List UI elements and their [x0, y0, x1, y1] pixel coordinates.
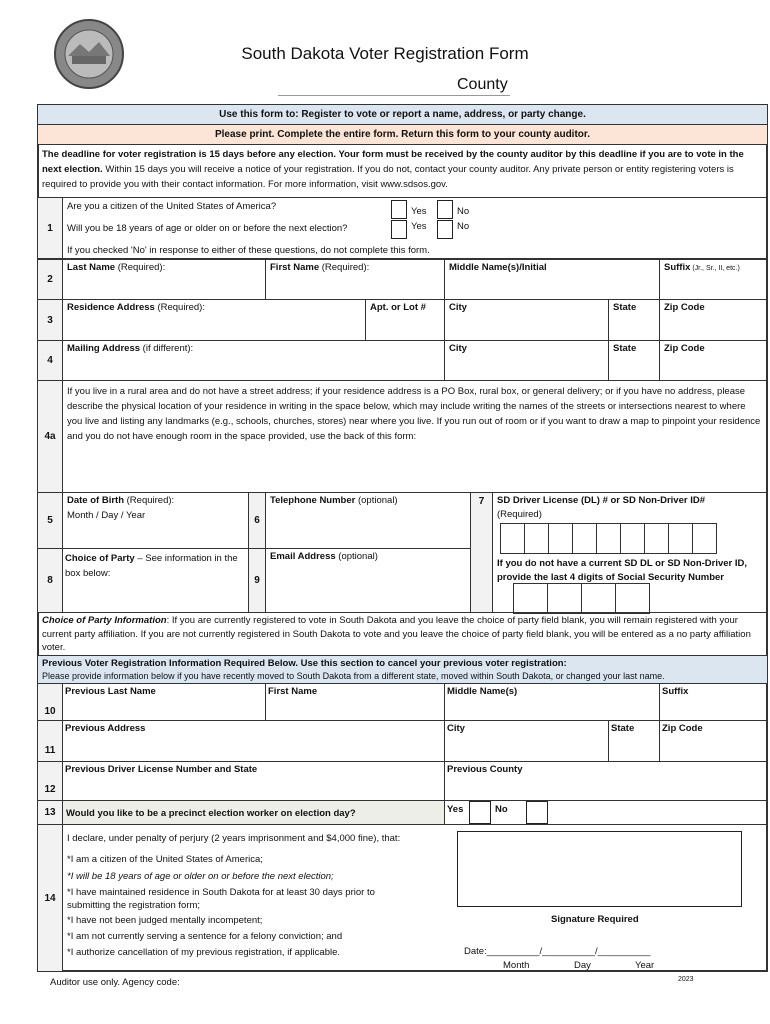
- zip-label: Zip Code: [662, 723, 703, 734]
- section-number: 8: [37, 548, 63, 613]
- declaration-intro: I declare, under penalty of perjury (2 years imprisonment and $4,000 fine), that:: [67, 833, 401, 844]
- first-name-field[interactable]: [265, 259, 445, 300]
- day-label: Day: [574, 960, 591, 971]
- rural-location-field[interactable]: [62, 380, 768, 493]
- yes-label: Yes: [411, 221, 427, 232]
- previous-title: Previous Voter Registration Information Required Below. Use this section to cancel your previous voter registration:: [42, 658, 567, 669]
- county-label: County: [457, 76, 508, 93]
- mailing-label: Mailing Address: [67, 343, 141, 354]
- section-number: 12: [37, 761, 63, 801]
- suffix-hint: (Jr., Sr., II, etc.): [690, 265, 740, 272]
- section-number: 5: [37, 492, 63, 549]
- previous-last-name-label: Previous Last Name: [65, 686, 156, 697]
- no-label: No: [457, 206, 470, 217]
- party-info-box: [37, 612, 768, 656]
- ssn-boxes[interactable]: [513, 583, 649, 614]
- section-number: 10: [37, 683, 63, 721]
- mailing-address-field[interactable]: [62, 340, 445, 381]
- digit-box[interactable]: [524, 523, 549, 554]
- previous-county-label: Previous County: [447, 764, 523, 775]
- mailing-zip-field[interactable]: [659, 340, 768, 381]
- middle-name-label: Middle Name(s)/Initial: [449, 262, 547, 273]
- party-info-text: : If you are currently registered to vote in South Dakota and you leave the choice of party field blank, you will remain registered with your current party affiliation. If you are not currently registered in South Dakota to vote and you leave the choice of party field blank, you will be entered as a no party affiliation voter.: [42, 615, 751, 653]
- citizen-no-checkbox[interactable]: [437, 200, 453, 219]
- previous-county-field[interactable]: [444, 761, 768, 801]
- declaration-item: *I have not been judged mentally incompetent;: [67, 915, 263, 926]
- yes-label: Yes: [411, 206, 427, 217]
- suffix-label: Suffix: [664, 262, 691, 273]
- city-label: City: [447, 723, 465, 734]
- previous-zip-field[interactable]: [659, 720, 768, 762]
- age-no-checkbox[interactable]: [437, 220, 453, 239]
- no-label: No: [495, 804, 508, 815]
- digit-box[interactable]: [620, 523, 645, 554]
- city-field[interactable]: [444, 299, 609, 341]
- mailing-state-field[interactable]: [608, 340, 660, 381]
- section-number: 14: [37, 824, 63, 972]
- zip-label: Zip Code: [664, 302, 705, 313]
- section-number: 6: [248, 492, 266, 549]
- license-section: [492, 492, 768, 613]
- suffix-field[interactable]: [659, 259, 768, 300]
- previous-license-field[interactable]: [62, 761, 445, 801]
- digit-box[interactable]: [572, 523, 597, 554]
- city-label: City: [449, 302, 467, 313]
- optional-note: (optional): [335, 551, 378, 562]
- mailing-hint: (if different):: [140, 343, 194, 354]
- zip-label: Zip Code: [664, 343, 705, 354]
- digit-box[interactable]: [615, 583, 650, 614]
- telephone-field[interactable]: [265, 492, 471, 549]
- previous-first-name-label: First Name: [268, 686, 318, 697]
- section-number: 1: [37, 197, 63, 259]
- state-field[interactable]: [608, 299, 660, 341]
- declaration-item: *I am a citizen of the United States of America;: [67, 854, 263, 865]
- poll-worker-answer: [444, 800, 768, 825]
- required-note: (Required):: [115, 262, 166, 273]
- yes-label: Yes: [447, 804, 464, 815]
- ssn-label: If you do not have a current SD DL or SD Non-Driver ID, provide the last 4 digits of Social Security Number: [497, 558, 748, 583]
- previous-subtitle: Please provide information below if you have recently moved to South Dakota from a different state, moved within South Dakota, or changed your last name.: [42, 671, 665, 681]
- previous-state-field[interactable]: [608, 720, 660, 762]
- email-field[interactable]: [265, 548, 471, 613]
- previous-last-name-field[interactable]: [62, 683, 266, 721]
- declaration-item: *I am not currently serving a sentence for a felony conviction; and: [67, 931, 343, 942]
- signature-label: Signature Required: [551, 914, 639, 925]
- license-number-boxes[interactable]: [500, 523, 716, 554]
- digit-box[interactable]: [513, 583, 548, 614]
- telephone-label: Telephone Number: [270, 495, 356, 506]
- middle-name-field[interactable]: [444, 259, 660, 300]
- digit-box[interactable]: [548, 523, 573, 554]
- section-number: 11: [37, 720, 63, 762]
- digit-box[interactable]: [500, 523, 525, 554]
- dob-field[interactable]: [62, 492, 249, 549]
- party-hint: – See information in the box below:: [65, 553, 238, 579]
- month-label: Month: [503, 960, 530, 971]
- first-name-label: First Name: [270, 262, 320, 273]
- poll-worker-yes-checkbox[interactable]: [469, 801, 491, 824]
- digit-box[interactable]: [668, 523, 693, 554]
- required-note: (Required):: [154, 302, 205, 313]
- license-label: SD Driver License (DL) # or SD Non-Driver ID#: [497, 495, 705, 506]
- party-label: Choice of Party: [65, 553, 135, 564]
- citizen-yes-checkbox[interactable]: [391, 200, 407, 219]
- state-label: State: [613, 343, 637, 354]
- year-label: Year: [635, 960, 655, 971]
- digit-box[interactable]: [581, 583, 616, 614]
- digit-box[interactable]: [547, 583, 582, 614]
- party-field[interactable]: [62, 548, 249, 613]
- state-label: State: [613, 302, 637, 313]
- deadline-text: [42, 147, 764, 192]
- section-number: 2: [37, 259, 63, 300]
- previous-address-label: Previous Address: [65, 723, 146, 734]
- dob-label: Date of Birth: [67, 495, 124, 506]
- previous-first-name-field[interactable]: [265, 683, 445, 721]
- last-name-field[interactable]: [62, 259, 266, 300]
- apt-field[interactable]: [365, 299, 445, 341]
- digit-box[interactable]: [596, 523, 621, 554]
- residence-address-field[interactable]: [62, 299, 366, 341]
- no-label: No: [457, 221, 470, 232]
- declaration-section: [62, 824, 768, 972]
- banner-usage: Use this form to: Register to vote or report a name, address, or party change.: [37, 104, 768, 125]
- residence-label: Residence Address: [67, 302, 155, 313]
- previous-middle-name-field[interactable]: [444, 683, 660, 721]
- previous-suffix-field[interactable]: [659, 683, 768, 721]
- poll-worker-no-checkbox[interactable]: [526, 801, 548, 824]
- required-note: (Required):: [319, 262, 370, 273]
- city-label: City: [449, 343, 467, 354]
- declaration-item: *I authorize cancellation of my previous registration, if applicable.: [67, 947, 341, 958]
- banner-instructions: Please print. Complete the entire form. Return this form to your county auditor.: [37, 124, 768, 145]
- form-year: 2023: [678, 976, 694, 983]
- citizen-question: Are you a citizen of the United States of America?: [67, 201, 277, 212]
- party-info-title: Choice of Party Information: [42, 615, 167, 626]
- deadline-rest: Within 15 days you will receive a notice of your registration. If you do not, contact your county auditor. Any private person or entity registering voters is required to provide you with their contact information. For more information, visit www.sdsos.gov.: [42, 164, 734, 190]
- section-number: 13: [37, 800, 63, 825]
- last-name-label: Last Name: [67, 262, 116, 273]
- zip-field[interactable]: [659, 299, 768, 341]
- age-yes-checkbox[interactable]: [391, 220, 407, 239]
- section-number: 4a: [37, 380, 63, 493]
- optional-note: (optional): [355, 495, 398, 506]
- dob-format: Month / Day / Year: [67, 510, 146, 521]
- digit-box[interactable]: [644, 523, 669, 554]
- section-number: 3: [37, 299, 63, 341]
- deadline-bold: The deadline for voter registration is 15 days before any election. Your form must be received by the county auditor by this deadline if you are to vote in the next election.: [42, 149, 744, 175]
- required-note: (Required):: [124, 495, 175, 506]
- poll-worker-label: Would you like to be a precinct election worker on election day?: [66, 808, 356, 819]
- section-number: 4: [37, 340, 63, 381]
- state-label: State: [611, 723, 635, 734]
- form-title: South Dakota Voter Registration Form: [241, 44, 529, 63]
- previous-address-field[interactable]: [62, 720, 445, 762]
- section-number: 9: [248, 548, 266, 613]
- previous-license-label: Previous Driver License Number and State: [65, 764, 258, 775]
- age-question: Will you be 18 years of age or older on or before the next election?: [67, 223, 348, 234]
- eligibility-note: If you checked 'No' in response to either of these questions, do not complete this form.: [67, 245, 430, 256]
- required-note: (Required): [497, 509, 542, 520]
- declaration-item: *I will be 18 years of age or older on or before the next election;: [67, 871, 334, 882]
- email-label: Email Address: [270, 551, 336, 562]
- previous-middle-name-label: Middle Name(s): [447, 686, 518, 697]
- mailing-city-field[interactable]: [444, 340, 609, 381]
- apt-label: Apt. or Lot #: [370, 302, 426, 313]
- previous-suffix-label: Suffix: [662, 686, 689, 697]
- previous-registration-header: [37, 655, 768, 684]
- declaration-item: *I have maintained residence in South Dakota for at least 30 days prior to submitting the registration form;: [67, 887, 375, 911]
- poll-worker-question: [62, 800, 445, 825]
- section-number: 7: [470, 492, 493, 613]
- auditor-note: Auditor use only. Agency code:: [50, 977, 180, 988]
- signature-box[interactable]: [457, 831, 742, 907]
- previous-city-field[interactable]: [444, 720, 609, 762]
- date-line[interactable]: Date:__________/__________/__________: [464, 946, 651, 957]
- digit-box[interactable]: [692, 523, 717, 554]
- rural-instructions: If you live in a rural area and do not have a street address; if your residence address is a PO Box, rural box, or general delivery; or if you have no address, please describe the physical location of your residence in writing in the space below, which may include writing the names of the streets or intersections nearest to where you live and listing any landmarks (e.g., schools, churches, stores) near where you live. If you run out of room or if you want to draw a map to pinpoint your residence and you do not have enough room in the space provided, use the back of this form:: [67, 386, 761, 442]
